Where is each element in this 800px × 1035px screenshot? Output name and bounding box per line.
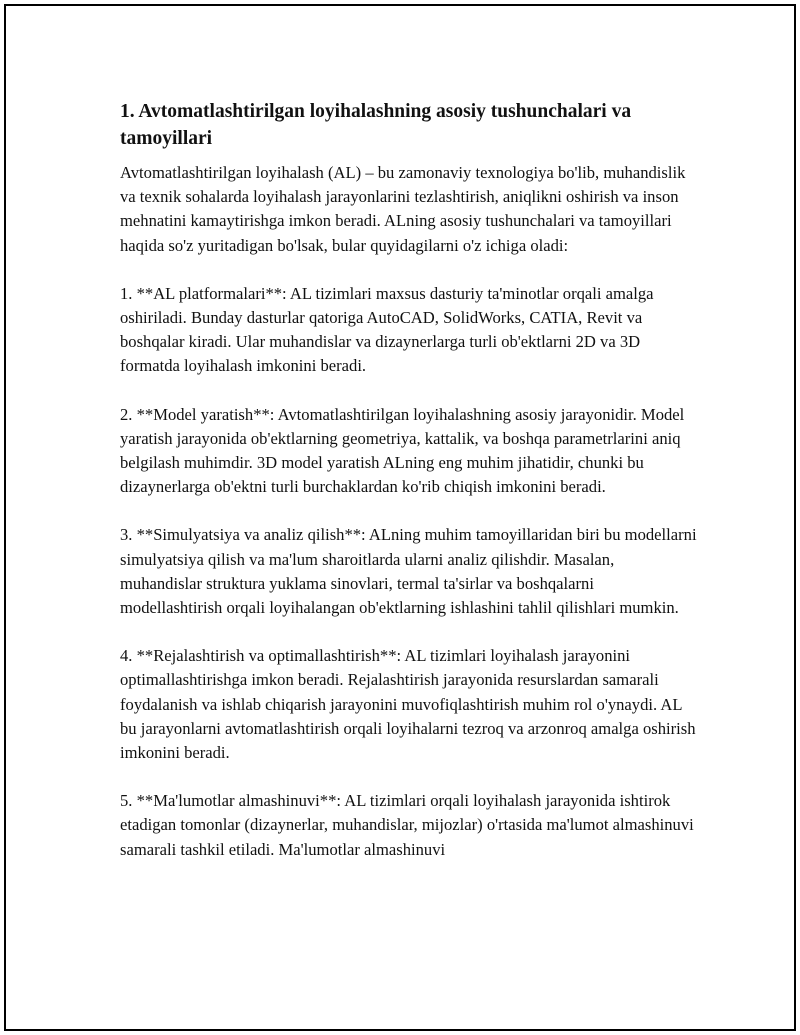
section-heading: 1. Avtomatlashtirilgan loyihalashning asosiy tushunchalari va tamoyillari bbox=[120, 101, 632, 149]
paragraph-al-platforms: 1. **AL platformalari**: AL tizimlari maxsus dasturiy ta'minotlar orqali amalga oshiriladi. Bunday dasturlar qatoriga AutoCAD, SolidWorks, CATIA, Revit va boshqalar kiradi. Ular muhandislar va dizaynerlarga turli ob'ektlarni 2D va 3D formatda loyihalash imkonini beradi. bbox=[120, 283, 654, 376]
intro-paragraph: Avtomatlashtirilgan loyihalash (AL) – bu zamonaviy texnologiya bo'lib, muhandislik va texnik sohalarda loyihalash jarayonlarini tezlashtirish, aniqlikni oshirish va inson mehnatini kamaytirishga imkon beradi. ALning asosiy tushunchalari va tamoyillari haqida so'z yuritadigan bo'lsak, bular quyidagilarni o'z ichiga oladi: bbox=[120, 163, 686, 255]
paragraph-planning-optimization: 4. **Rejalashtirish va optimallashtirish**: AL tizimlari loyihalash jarayonini optimallashtirishga imkon beradi. Rejalashtirish jarayonida resurslardan samarali foydalanish va ishlab chiqarish jarayonini muvofiqlashtirish muhim rol o'ynaydi. AL bu jarayonlarni avtomatlashtirish orqali loyihalarni tezroq va arzonroq amalga oshirish imkonini beradi. bbox=[120, 646, 696, 763]
document-page bbox=[4, 4, 796, 1031]
paragraph-data-exchange: 5. **Ma'lumotlar almashinuvi**: AL tizimlari orqali loyihalash jarayonida ishtirok etadigan tomonlar (dizaynerlar, muhandislar, mijozlar) o'rtasida ma'lumot almashinuvi samarali tashkil etiladi. Ma'lumotlar almashinuvi bbox=[120, 791, 694, 859]
document-body bbox=[120, 98, 700, 886]
paragraph-model-creation: 2. **Model yaratish**: Avtomatlashtirilgan loyihalashning asosiy jarayonidir. Model yaratish jarayonida ob'ektlarning geometriya, kattalik, va boshqa parametrlarini aniq belgilash muhimdir. 3D model yaratish ALning eng muhim jihatidir, chunki bu dizaynerlarga ob'ektni turli burchaklardan ko'rib chiqish imkonini beradi. bbox=[120, 404, 685, 497]
paragraph-simulation-analysis: 3. **Simulyatsiya va analiz qilish**: ALning muhim tamoyillaridan biri bu modellarni simulyatsiya qilish va ma'lum sharoitlarda ularni analiz qilishdir. Masalan, muhandislar struktura yuklama sinovlari, termal ta'sirlar va boshqalarni modellashtirish orqali loyihalangan ob'ektlarning ishlashini tahlil qilishlari mumkin. bbox=[120, 525, 697, 618]
